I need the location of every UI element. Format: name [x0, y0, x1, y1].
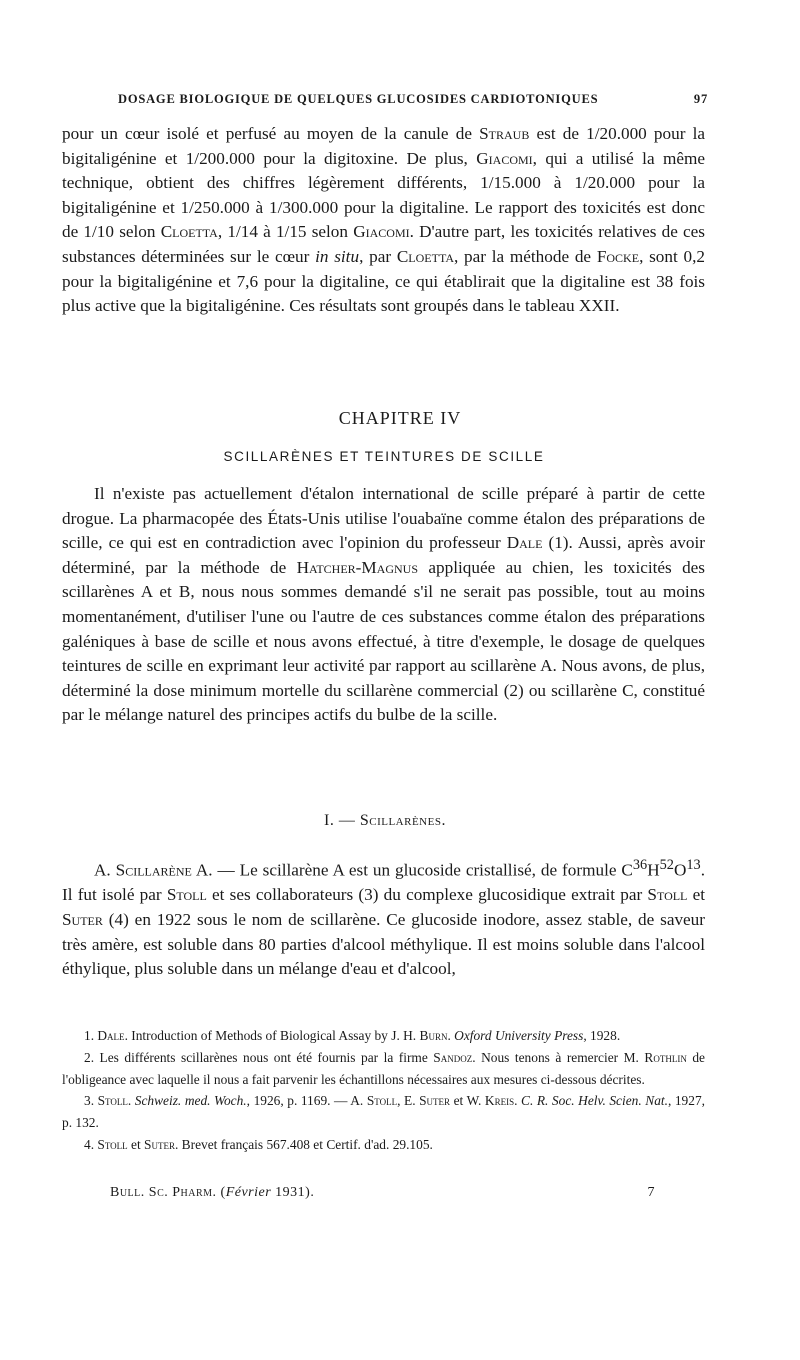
- company-name: Sandoz: [433, 1049, 473, 1065]
- text-run: appliquée au chien, les toxicités des scillarènes A et B, nous nous sommes demandé s'il ne serait pas possible, tout au moins momentanément, d'utiliser l'une ou l'autre de ces substances comme étalon des préparations galéniques à base de scille et nous avons effectué, à titre d'exemple, le dosage de quelques teintures de scille en exprimant leur activité par rapport au scillarène A. Nous avons, de plus, déterminé la dose minimum mortelle du scillarène commercial: [62, 557, 705, 700]
- footnote-2: [62, 1047, 705, 1091]
- paragraph-continuation: [62, 122, 705, 319]
- text-run: , par: [359, 246, 397, 266]
- author-name: Stoll: [97, 1093, 128, 1109]
- page-footer: [110, 1185, 655, 1201]
- text-run: . Brevet français 567.408 et Certif. d'ad. 29.105.: [174, 1136, 433, 1152]
- text-run: — Le scillarène A est un glucoside cristallisé, de formule C: [212, 860, 633, 880]
- text-run: pour un cœur isolé et perfusé au moyen de la canule de: [62, 124, 480, 143]
- text-run: .: [514, 1093, 522, 1109]
- running-title: DOSAGE BIOLOGIQUE DE QUELQUES GLUCOSIDES CARDIOTONIQUES: [118, 92, 599, 106]
- text-run: 2. Les différents scillarènes nous ont été fournis par la firme: [84, 1049, 434, 1065]
- text-run: en 1922 sous le nom de scillarène. Ce glucoside inodore, assez stable, de saveur très amère, est soluble dans 80 parties d'alcool méthylique. Il est moins soluble dans l'alcool éthylique, plus soluble dans un mélange d'eau et d'alcool,: [62, 909, 705, 979]
- author-name: Straub: [479, 124, 530, 143]
- footnote-1: [62, 1025, 705, 1047]
- chapter-title: CHAPITRE IV: [338, 408, 462, 428]
- text-run: .: [447, 1028, 455, 1043]
- footnotes: [62, 1025, 705, 1156]
- chapter-subtitle: SCILLARÈNES ET TEINTURES DE SCILLE: [223, 449, 545, 464]
- author-name: Suter: [144, 1136, 175, 1152]
- text-run: est de 1/20.000 pour la bigitaligénine et 1/200.000 pour la digitoxine. De plus,: [62, 124, 705, 168]
- journal-abbrev: Bull. Sc. Pharm. (: [110, 1185, 226, 1200]
- running-head: [118, 92, 708, 107]
- journal-name: C. R. Soc. Helv. Scien. Nat.: [521, 1093, 668, 1109]
- text-run: O: [673, 860, 687, 880]
- subsection-lead: A. Scillarène A.: [94, 860, 213, 880]
- text-run: , sont 0,2 pour la bigitaligénine et 7,6 pour la digitaline, ce qui établirait que la digitaline est 38 fois plus active que la bigitaligénine. Ces résultats sont groupés dans le tableau XXII.: [62, 246, 706, 316]
- text-run: .: [127, 1093, 135, 1109]
- paragraph-scillarene-a: [62, 853, 705, 982]
- journal-signature: [110, 1185, 314, 1201]
- text-run: , 1/14 à 1/15 selon: [217, 222, 354, 242]
- text-run: , E.: [397, 1093, 420, 1109]
- author-name: Dale: [506, 533, 543, 553]
- footnote-number: 4.: [84, 1136, 98, 1152]
- text-run: . Il fut isolé par: [62, 860, 705, 905]
- paragraph-intro: [62, 482, 705, 728]
- text-run: . Introduction of Methods of Biological Assay by J. H.: [124, 1028, 420, 1043]
- author-name: Cloetta: [396, 246, 454, 266]
- footnote-number: 1.: [84, 1028, 98, 1043]
- author-name: Stoll: [647, 885, 688, 905]
- subscript: 13: [686, 857, 701, 873]
- text-run: , qui a utilisé la même technique, obtient des chiffres légèrement différents, 1/15.000 à 1/20.000 pour la bigitaligénine et 1/250.000 à 1/300.000 pour la digitaline. Le rapport des toxicités est donc de 1/10 selon: [62, 148, 705, 242]
- author-name: Burn: [419, 1028, 448, 1043]
- text-run: . D'autre part, les toxicités relatives de ces substances déterminées sur le cœur: [62, 222, 705, 266]
- text-run: , 1928.: [583, 1028, 621, 1043]
- author-name: Suter: [419, 1093, 451, 1109]
- text-run: , par la méthode de: [453, 246, 597, 266]
- sheet-number: 7: [647, 1185, 655, 1200]
- text-run: , 1927, p. 132.: [62, 1093, 705, 1131]
- text-run: , 1926, p. 1169. — A.: [246, 1093, 367, 1109]
- page-number: 97: [693, 92, 708, 106]
- issue-month: Février: [225, 1185, 272, 1200]
- author-name: Focke: [596, 246, 640, 266]
- author-name: Cloetta: [160, 222, 218, 242]
- text-run: du complexe glucosidique extrait par: [378, 885, 648, 905]
- footnote-number: 3.: [84, 1093, 98, 1109]
- author-name: Stoll: [366, 1093, 398, 1109]
- author-name: Rothlin: [644, 1049, 687, 1065]
- author-name: Stoll: [97, 1136, 128, 1152]
- section-title: [0, 812, 770, 830]
- author-name: Dale: [97, 1028, 125, 1043]
- subscript: 52: [659, 857, 674, 873]
- footnote-ref: (2): [503, 680, 524, 700]
- author-name: Giacomi: [353, 222, 410, 242]
- issue-year: 1931).: [271, 1185, 315, 1200]
- author-name: Hatcher-Magnus: [296, 557, 419, 577]
- footnote-ref: (4): [102, 909, 129, 929]
- latin-term: in situ: [315, 246, 360, 266]
- text-run: de l'obligeance avec laquelle il nous a fait parvenir les échantillons nécessaires aux mesures ci-dessous décrites.: [62, 1049, 705, 1087]
- section-number: I. —: [324, 812, 360, 829]
- journal-name: Schweiz. med. Woch.: [134, 1093, 247, 1109]
- text-run: et W.: [450, 1093, 485, 1109]
- text-run: et ses collaborateurs: [206, 885, 359, 905]
- footnote-ref: (1): [548, 533, 569, 553]
- author-name: Kreis: [484, 1093, 515, 1109]
- author-name: Stoll: [166, 885, 207, 905]
- text-run: ou scillarène C, constitué par le mélange naturel des principes actifs du bulbe de la scille.: [62, 680, 705, 725]
- footnote-ref: (3): [358, 885, 379, 905]
- section-name: Scillarènes.: [359, 812, 446, 829]
- text-run: H: [647, 860, 660, 880]
- publisher: Oxford University Press: [454, 1028, 584, 1043]
- text-run: . Aussi, après avoir déterminé, par la méthode de: [62, 533, 705, 577]
- footnote-4: [62, 1134, 705, 1156]
- text-run: . Nous tenons à remercier M.: [472, 1049, 645, 1065]
- text-run: et: [687, 885, 706, 905]
- text-run: et: [127, 1136, 145, 1152]
- footnote-3: [62, 1090, 705, 1134]
- author-name: Suter: [62, 909, 103, 929]
- subscript: 36: [632, 857, 648, 873]
- author-name: Giacomi: [476, 148, 533, 168]
- text-run: Il n'existe pas actuellement d'étalon international de scille préparé à partir de cette drogue. La pharmacopée des États-Unis utilise l'ouabaïne comme étalon des préparations de scille, ce qui est en contradiction avec l'opinion du professeur: [62, 484, 705, 553]
